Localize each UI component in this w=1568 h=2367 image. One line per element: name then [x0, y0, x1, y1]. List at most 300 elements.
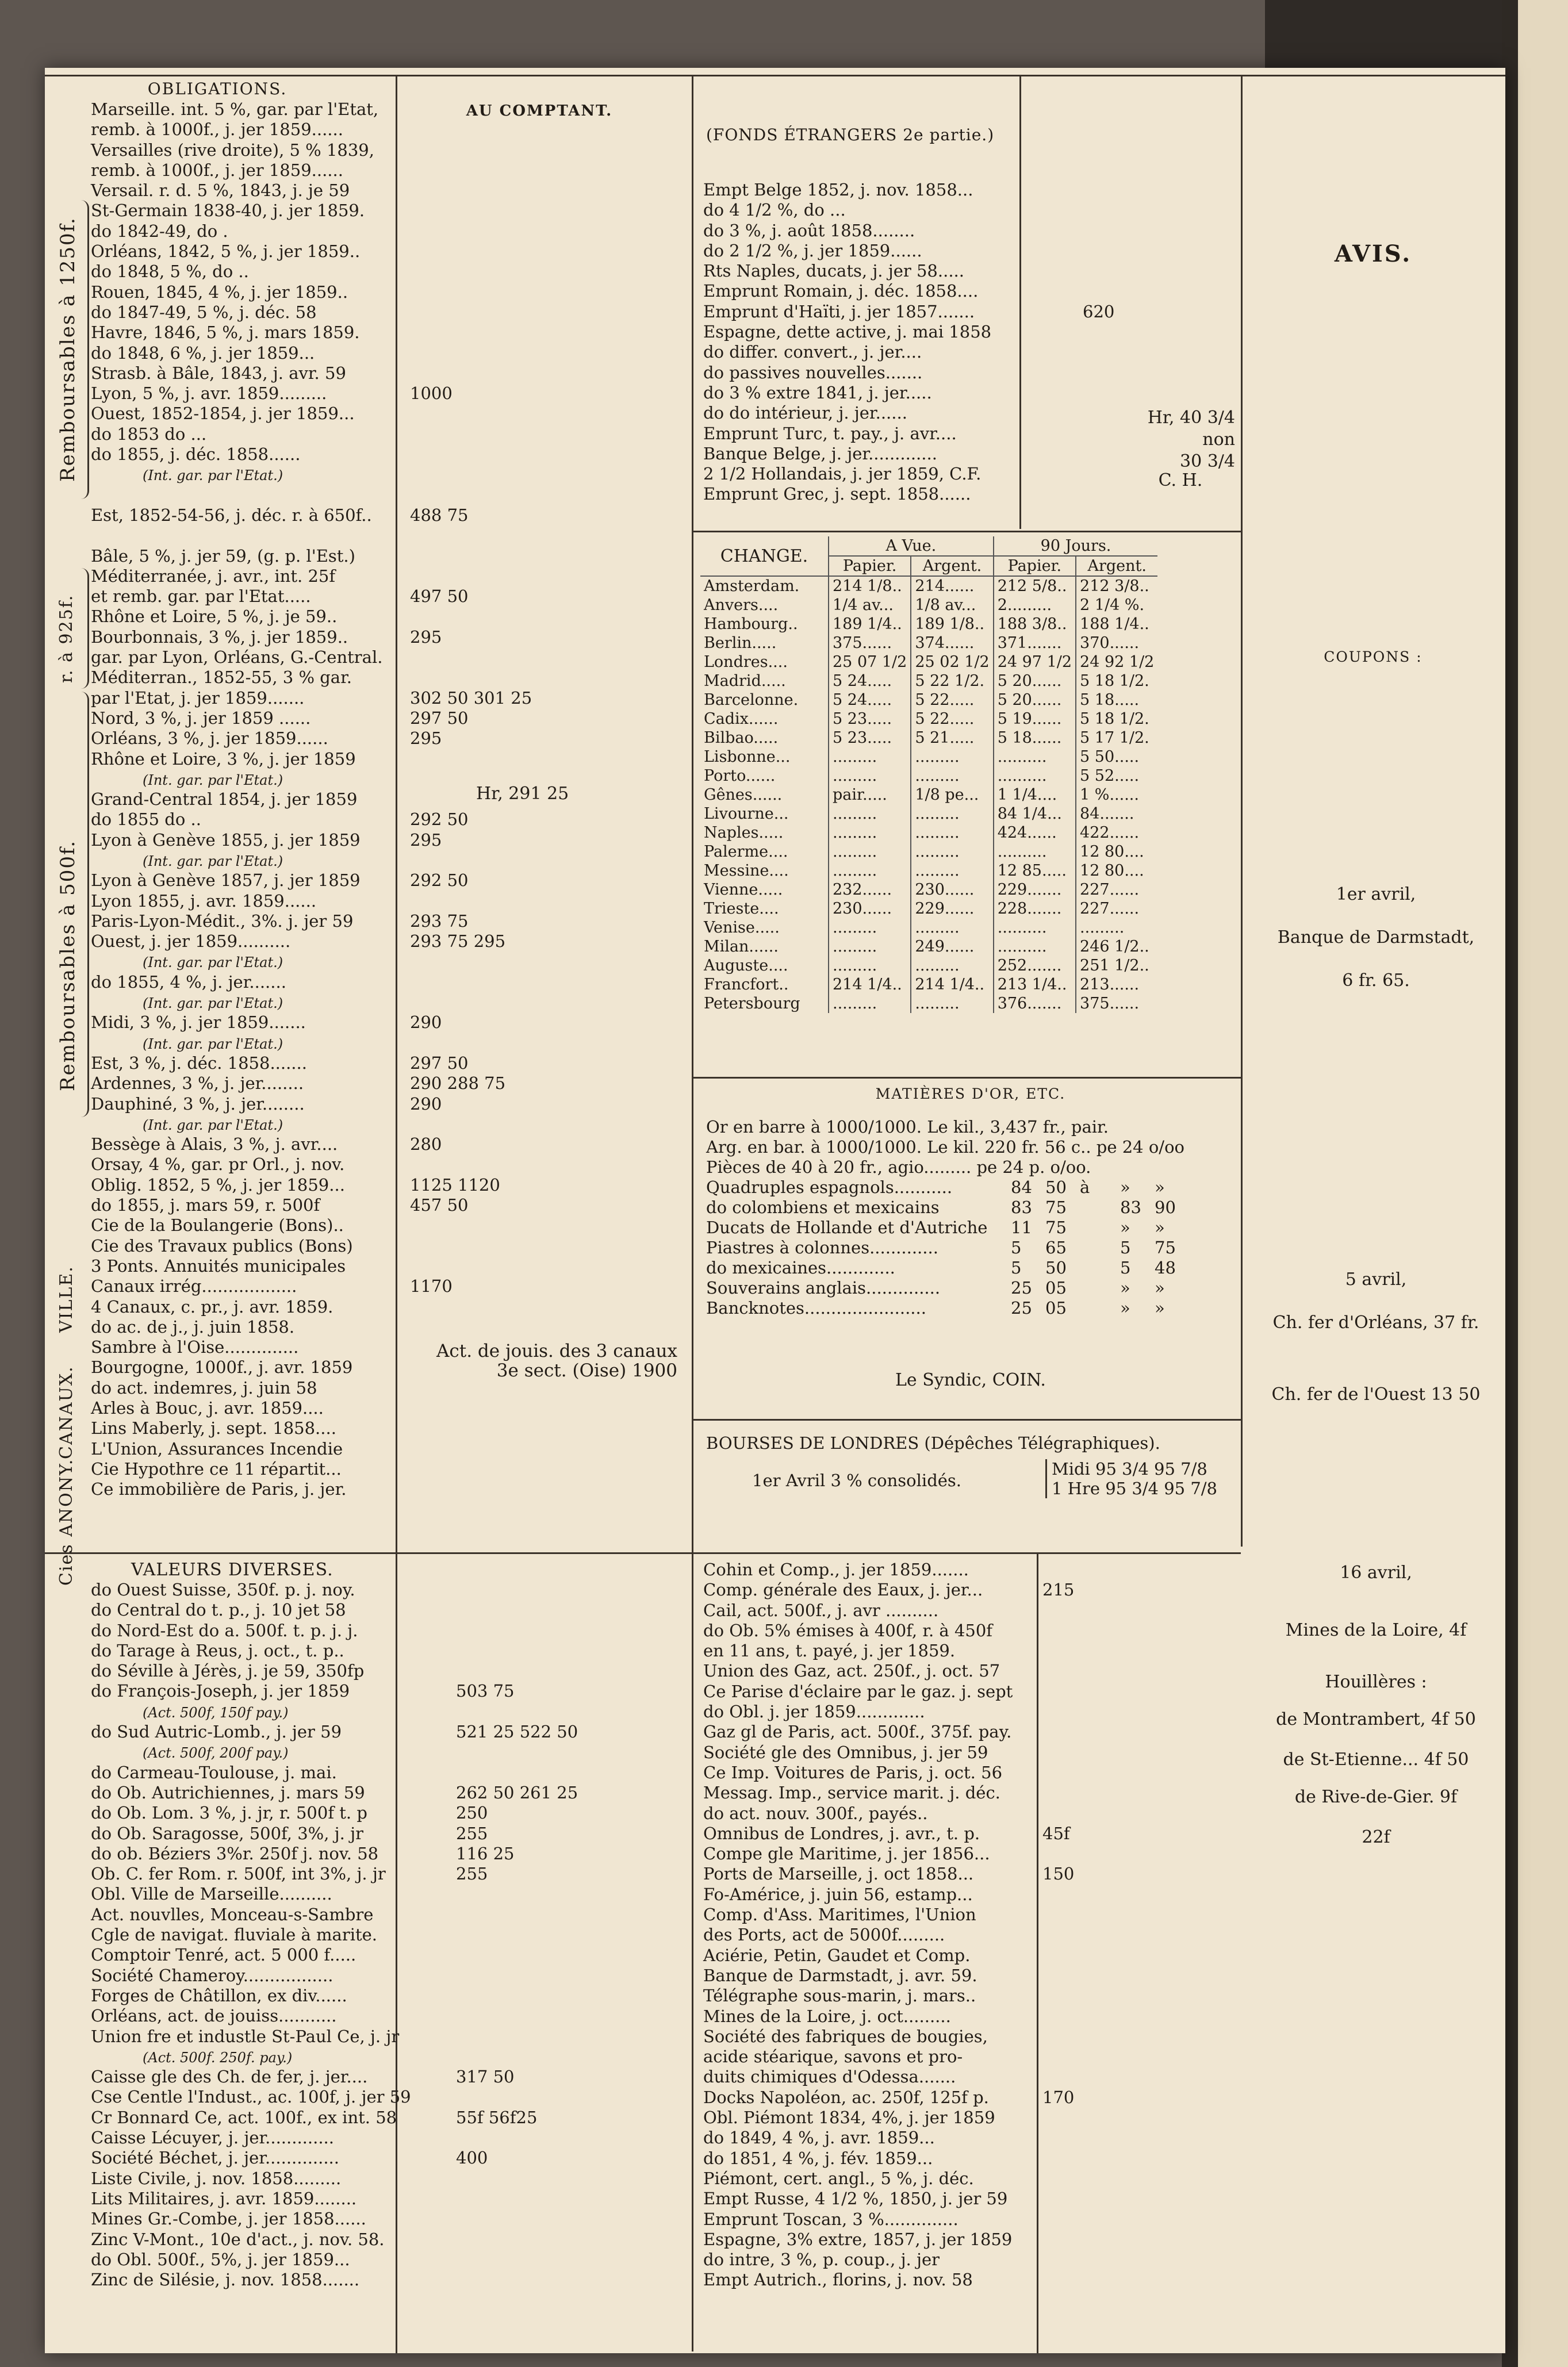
matieres-cell-b: 65	[1045, 1238, 1067, 1257]
obligation-label: remb. à 1000f., j. jer 1859......	[91, 120, 343, 140]
obligation-label: Bâle, 5 %, j. jer 59, (g. p. l'Est.)	[91, 546, 355, 566]
fonds-row	[703, 302, 1244, 322]
obligation-row	[91, 99, 689, 120]
valeur2-label: Empt Russe, 4 1/2 %, 1850, j. jer 59	[703, 2189, 1008, 2209]
fonds-value: 620	[1083, 301, 1115, 321]
obligation-label: gar. par Lyon, Orléans, G.-Central.	[91, 647, 383, 667]
matieres-cell-b: 75	[1045, 1218, 1067, 1237]
change-rate: .........	[911, 994, 993, 1013]
change-city: Francfort..	[704, 976, 789, 993]
obligation-label: Oblig. 1852, 5 %, j. jer 1859...	[91, 1175, 345, 1195]
argent-header-2: Argent.	[1076, 556, 1157, 576]
change-city: Trieste....	[704, 900, 779, 918]
valeur2-row	[703, 1702, 1241, 1722]
obligation-value: 297 50	[410, 708, 469, 728]
matieres-cell-a: 25	[1011, 1298, 1032, 1318]
valeur-label: Zinc de Silésie, j. nov. 1858.......	[91, 2270, 360, 2290]
change-rate: 370......	[1076, 634, 1157, 653]
obligation-value: 302 50 301 25	[410, 688, 532, 708]
valeur2-row	[703, 1824, 1241, 1844]
change-rate: 214 1/4..	[911, 975, 993, 994]
change-rate: 213......	[1076, 975, 1157, 994]
obligation-row	[91, 323, 689, 343]
change-rate: 5 18.....	[1076, 690, 1157, 709]
valeur2-label: Ports de Marseille, j. oct 1858...	[703, 1864, 974, 1884]
obligation-label: remb. à 1000f., j. jer 1859......	[91, 160, 343, 180]
valeur2-row	[703, 1783, 1241, 1803]
obligation-row	[91, 424, 689, 444]
syndic: Le Syndic, COIN.	[895, 1370, 1046, 1390]
valeur-row	[91, 1824, 689, 1844]
valeur-label: do Nord-Est do a. 500f. t. p. j. j.	[91, 1620, 358, 1640]
valeur-row	[91, 1580, 689, 1600]
obligations-list	[91, 99, 689, 1499]
change-rate: 5 22 1/2.	[911, 672, 993, 690]
matieres-cell-d: »	[1120, 1177, 1130, 1197]
obligation-row	[91, 607, 689, 627]
adjacent-page-edge	[1518, 0, 1568, 2367]
change-rate: 214......	[911, 576, 993, 596]
coupons-title: COUPONS :	[1324, 649, 1423, 665]
valeur2-label: Compe gle Maritime, j. jer 1856...	[703, 1844, 990, 1864]
valeurs-diverses-list-2	[703, 1560, 1241, 2291]
bourses-title: BOURSES DE LONDRES (Dépêches Télégraphiques).	[706, 1433, 1160, 1453]
valeur-value: 255	[456, 1823, 488, 1843]
valeur2-row	[703, 2128, 1241, 2148]
valeur2-value: 170	[1042, 2087, 1075, 2107]
matieres-cell-b: 75	[1045, 1198, 1067, 1217]
change-row	[700, 634, 1157, 653]
obligation-row	[91, 1073, 689, 1094]
valeur2-row	[703, 2169, 1241, 2189]
change-rate: 228.......	[994, 899, 1076, 918]
change-rate: 227......	[1076, 899, 1157, 918]
change-rate: 188 1/4..	[1076, 615, 1157, 634]
matieres-cell-e: 48	[1155, 1258, 1176, 1278]
obligation-row	[91, 667, 689, 688]
obligation-label: Rhône et Loire, 5 %, j. je 59..	[91, 607, 338, 627]
change-rate: .........	[829, 823, 911, 842]
matieres-cell-t: Ducats de Hollande et d'Autriche	[706, 1218, 988, 1237]
matieres-line-1: Or en barre à 1000/1000. Le kil., 3,437 fr., pair.	[706, 1117, 1109, 1137]
valeurs-title: VALEURS DIVERSES.	[131, 1560, 333, 1580]
obligation-label: Cie des Travaux publics (Bons)	[91, 1236, 353, 1256]
matieres-cell-a: 5	[1011, 1238, 1022, 1257]
valeur-row	[91, 2027, 689, 2047]
matieres-title: MATIÈRES D'OR, ETC.	[875, 1085, 1066, 1102]
obligation-row	[91, 972, 689, 992]
matieres-row	[706, 1278, 1235, 1298]
obligation-value: 293 75	[410, 911, 469, 931]
valeur-row	[91, 1864, 689, 1884]
change-rate: 5 17 1/2.	[1076, 728, 1157, 747]
matieres-lines	[706, 1117, 1184, 1177]
obligation-row	[91, 1114, 689, 1134]
obligation-label: Havre, 1846, 5 %, j. mars 1859.	[91, 323, 360, 343]
valeur-row	[91, 1681, 689, 1701]
obligation-label: Paris-Lyon-Médit., 3%. j. jer 59	[91, 911, 354, 931]
obligation-label: Sambre à l'Oise..............	[91, 1337, 299, 1357]
matieres-cell-t: Quadruples espagnols...........	[706, 1177, 953, 1197]
valeur-label: (Act. 500f, 150f pay.)	[143, 1704, 289, 1721]
change-city: Auguste....	[704, 957, 788, 975]
valeur-label: Forges de Châtillon, ex div......	[91, 1985, 347, 2005]
matieres-cell-d: 83	[1120, 1198, 1141, 1217]
obligation-row	[91, 444, 689, 465]
change-rate: .........	[911, 956, 993, 975]
obligation-label: Versailles (rive droite), 5 % 1839,	[91, 140, 374, 160]
change-rate: 422......	[1076, 823, 1157, 842]
change-row	[700, 804, 1157, 823]
change-rate: .........	[829, 842, 911, 861]
change-city: Gênes......	[704, 786, 783, 804]
avis-item: Houillères :	[1325, 1672, 1427, 1692]
bourses-right	[1045, 1459, 1217, 1498]
valeur2-label: Société gle des Omnibus, j. jer 59	[703, 1742, 988, 1762]
obligation-row	[91, 282, 689, 302]
obligation-row	[91, 627, 689, 647]
matieres-cell-e: »	[1155, 1218, 1165, 1237]
valeur2-label: Fo-Américe, j. juin 56, estamp...	[703, 1884, 973, 1904]
obligation-label: do 1842-49, do .	[91, 221, 228, 241]
change-rate: 84.......	[1076, 804, 1157, 823]
rotated-label-ville: VILLE.	[56, 1265, 76, 1333]
obligation-value: 488 75	[410, 505, 469, 525]
hr-note: Hr, 291 25	[476, 784, 569, 804]
valeur2-row	[703, 1621, 1241, 1641]
obligation-row	[91, 911, 689, 931]
obligation-row	[91, 992, 689, 1012]
change-row	[700, 690, 1157, 709]
valeur-value: 521 25 522 50	[456, 1722, 578, 1742]
obligation-label: Canaux irrég..................	[91, 1276, 297, 1296]
top-rule	[45, 75, 1505, 76]
valeur-label: Union fre et industle St-Paul Ce, j. jr	[91, 2026, 400, 2046]
change-city: Venise.....	[704, 919, 780, 937]
obligation-row	[91, 1195, 689, 1215]
bourses-top-rule	[692, 1419, 1241, 1421]
valeurs-diverses-list	[91, 1580, 689, 2290]
matieres-row	[706, 1238, 1235, 1258]
valeur2-label: Société des fabriques de bougies,	[703, 2026, 988, 2046]
avis-item: de Rive-de-Gier. 9f	[1294, 1787, 1458, 1807]
avis-item: de St-Etienne... 4f 50	[1283, 1750, 1469, 1770]
valeur-value: 262 50 261 25	[456, 1782, 578, 1802]
change-rate: .........	[911, 823, 993, 842]
change-table-wrap	[700, 536, 1157, 1013]
obligation-row	[91, 1418, 689, 1438]
obligation-row	[91, 728, 689, 749]
obligation-label: Dauphiné, 3 %, j. jer........	[91, 1094, 305, 1114]
obligation-value: 292 50	[410, 810, 469, 830]
change-rate: 212 5/8..	[994, 576, 1076, 596]
obligation-value: 1000	[410, 383, 453, 404]
change-city: Cadix......	[704, 710, 779, 728]
obligation-label: (Int. gar. par l'Etat.)	[143, 853, 283, 869]
valeur2-label: en 11 ans, t. payé, j. jer 1859.	[703, 1641, 956, 1661]
obligation-label: (Int. gar. par l'Etat.)	[143, 995, 283, 1012]
obligation-value: 295	[410, 728, 442, 749]
obligation-row	[91, 363, 689, 383]
obligation-label: do 1855, 4 %, j. jer.......	[91, 972, 286, 992]
obligation-row	[91, 221, 689, 241]
valeur2-label: Union des Gaz, act. 250f., j. oct. 57	[703, 1661, 1000, 1681]
obligation-label: Marseille. int. 5 %, gar. par l'Etat,	[91, 99, 379, 119]
change-row	[700, 956, 1157, 975]
matieres-cell-d: 5	[1120, 1258, 1131, 1278]
obligation-value: 295	[410, 830, 442, 850]
valeur-row	[91, 1661, 689, 1681]
change-row	[700, 899, 1157, 918]
change-rate: 5 22.....	[911, 690, 993, 709]
obligation-row	[91, 505, 689, 525]
valeur-label: Cse Centle l'Indust., ac. 100f, j. jer 59	[91, 2087, 411, 2107]
valeur2-row	[703, 2007, 1241, 2027]
obligation-label: Bourgogne, 1000f., j. avr. 1859	[91, 1357, 353, 1378]
avis-item: 6 fr. 65.	[1342, 970, 1410, 991]
change-rate: 227......	[1076, 880, 1157, 899]
change-rate: 24 92 1/2	[1076, 653, 1157, 672]
avis-item: 22f	[1362, 1827, 1390, 1847]
change-row	[700, 576, 1157, 596]
valeur-row	[91, 2250, 689, 2270]
valeur-row	[91, 1702, 689, 1722]
matieres-cell-a: 11	[1011, 1218, 1032, 1237]
valeur2-row	[703, 2230, 1241, 2250]
change-city: Milan......	[704, 938, 779, 956]
change-rate: ..........	[994, 918, 1076, 937]
obligation-row	[91, 262, 689, 282]
valeur2-label: Obl. Piémont 1834, 4%, j. jer 1859	[703, 2108, 995, 2128]
valeur-label: Liste Civile, j. nov. 1858.........	[91, 2168, 342, 2188]
obligation-value: 1125 1120	[410, 1175, 500, 1195]
avis-item: 1er avril,	[1336, 884, 1416, 904]
obligation-row	[91, 708, 689, 728]
change-city: Madrid.....	[704, 672, 786, 690]
change-row	[700, 596, 1157, 615]
obligation-row	[91, 1012, 689, 1033]
avis-item: 16 avril,	[1340, 1563, 1412, 1583]
obligation-row	[91, 1033, 689, 1053]
obligation-row	[91, 1398, 689, 1418]
change-rate: ..........	[994, 766, 1076, 785]
valeur2-label: do 1849, 4 %, j. avr. 1859...	[703, 2128, 935, 2148]
obligation-label: Est, 1852-54-56, j. déc. r. à 650f..	[91, 505, 372, 525]
obligation-label: Bourbonnais, 3 %, j. jer 1859..	[91, 627, 348, 647]
valeur2-label: Mines de la Loire, j. oct.........	[703, 2006, 951, 2026]
change-city: Palerme....	[704, 843, 788, 861]
obligation-label: Cie Hypothre ce 11 répartit...	[91, 1459, 342, 1479]
valeur2-label: Docks Napoléon, ac. 250f, 125f p.	[703, 2087, 989, 2107]
valeur-value: 317 50	[456, 2067, 515, 2087]
obligation-row	[91, 1256, 689, 1276]
valeur-label: do Obl. 500f., 5%, j. jer 1859...	[91, 2249, 350, 2269]
rotated-label-1250: Remboursables à 1250f.	[56, 217, 79, 482]
valeur-label: Comptoir Tenré, act. 5 000 f.....	[91, 1945, 356, 1965]
change-rate: 371.......	[994, 634, 1076, 653]
fonds-label: Emprunt d'Haïti, j. jer 1857.......	[703, 301, 975, 321]
change-city: Amsterdam.	[704, 577, 800, 595]
change-city: Bilbao.....	[704, 729, 779, 747]
change-rate: 375......	[1076, 994, 1157, 1013]
jours-90-header: 90 Jours.	[994, 536, 1158, 556]
valeur2-label: Comp. d'Ass. Maritimes, l'Union	[703, 1905, 976, 1925]
valeur2-label: des Ports, act de 5000f.........	[703, 1925, 945, 1945]
obligation-label: 3 Ponts. Annuités municipales	[91, 1256, 346, 1276]
valeur-label: do Tarage à Reus, j. oct., t. p..	[91, 1640, 344, 1660]
obligation-label: do 1855, j. mars 59, r. 500f	[91, 1195, 320, 1215]
change-rate: 1 %......	[1076, 785, 1157, 804]
fonds-row	[703, 241, 1244, 261]
change-rate: 249......	[911, 937, 993, 956]
obligation-value: 457 50	[410, 1195, 469, 1215]
change-city: Lisbonne...	[704, 748, 791, 766]
obligation-label: Orléans, 3 %, j. jer 1859......	[91, 728, 328, 749]
change-rate: 5 22.....	[911, 709, 993, 728]
fonds-hr-line-2: 30 3/4	[1180, 451, 1235, 471]
obligation-row	[91, 1317, 689, 1337]
obligation-label: (Int. gar. par l'Etat.)	[143, 467, 283, 484]
fonds-row	[703, 322, 1244, 342]
change-rate: 230......	[911, 880, 993, 899]
valeur-label: (Act. 500f. 250f. pay.)	[143, 2049, 293, 2066]
valeur-label: Caisse gle des Ch. de fer, j. jer....	[91, 2067, 368, 2087]
valeur2-label: do Obl. j. jer 1859.............	[703, 1702, 925, 1722]
change-rate: 214 1/4..	[829, 975, 911, 994]
matieres-cell-e: 90	[1155, 1198, 1176, 1217]
obligation-label: Lyon, 5 %, j. avr. 1859.........	[91, 383, 327, 404]
change-city: Berlin.....	[704, 634, 777, 652]
obligation-row	[91, 931, 689, 952]
rotated-label-925: r. à 925f.	[56, 594, 76, 683]
fonds-row	[703, 363, 1244, 383]
change-rate: 375......	[829, 634, 911, 653]
obligation-value: 292 50	[410, 870, 469, 891]
valeur-row	[91, 1884, 689, 1904]
change-rate: 5 24.....	[829, 690, 911, 709]
obligation-label: (Int. gar. par l'Etat.)	[143, 1035, 283, 1052]
fonds-row	[703, 180, 1244, 200]
matieres-row	[706, 1258, 1235, 1278]
avis-item: 5 avril,	[1345, 1269, 1407, 1290]
fonds-label: do 4 1/2 %, do ...	[703, 200, 846, 220]
valeur-row	[91, 1600, 689, 1620]
change-title: CHANGE.	[700, 536, 829, 576]
change-rate: 5 18 1/2.	[1076, 672, 1157, 690]
matieres-top-rule	[692, 1077, 1241, 1079]
obligation-label: par l'Etat, j. jer 1859.......	[91, 688, 305, 708]
valeur2-row	[703, 1966, 1241, 1986]
obligation-row	[91, 1276, 689, 1296]
change-rate: .........	[829, 994, 911, 1013]
valeur-row	[91, 1905, 689, 1925]
change-row	[700, 823, 1157, 842]
obligation-label: Rouen, 1845, 4 %, j. jer 1859..	[91, 282, 348, 302]
change-rate: 5 23.....	[829, 709, 911, 728]
fonds-label: Banque Belge, j. jer.............	[703, 443, 937, 463]
obligation-row	[91, 1053, 689, 1073]
valeur2-row	[703, 1844, 1241, 1864]
change-rate: 5 23.....	[829, 728, 911, 747]
change-city: Porto......	[704, 767, 776, 785]
obligation-label: Ouest, 1852-1854, j. jer 1859...	[91, 404, 355, 424]
change-rate: 252.......	[994, 956, 1076, 975]
obligation-label: St-Germain 1838-40, j. jer 1859.	[91, 201, 365, 221]
valeur2-row	[703, 1560, 1241, 1580]
valeur2-row	[703, 1580, 1241, 1600]
lower-section-rule	[45, 1552, 1241, 1554]
obligation-row	[91, 1297, 689, 1317]
change-rate: 246 1/2..	[1076, 937, 1157, 956]
brace-925	[79, 568, 89, 689]
change-rate: 2.........	[994, 596, 1076, 615]
obligation-value: 293 75 295	[410, 931, 506, 952]
matieres-row	[706, 1298, 1235, 1318]
valeur-row	[91, 2047, 689, 2067]
valeur-row	[91, 1722, 689, 1742]
matieres-cell-d: »	[1120, 1278, 1130, 1298]
obligation-row	[91, 302, 689, 323]
matieres-cell-e: »	[1155, 1177, 1165, 1197]
change-rate: .........	[829, 804, 911, 823]
au-comptant-header: AU COMPTANT.	[466, 102, 613, 120]
valeur-label: Société Béchet, j. jer..............	[91, 2148, 339, 2168]
change-rate: .........	[911, 766, 993, 785]
valeur2-row	[703, 1946, 1241, 1966]
obligation-label: 4 Canaux, c. pr., j. avr. 1859.	[91, 1296, 333, 1317]
obligation-label: Lins Maberly, j. sept. 1858....	[91, 1418, 336, 1438]
change-rate: .........	[911, 804, 993, 823]
obligation-row	[91, 383, 689, 404]
obligation-row	[91, 1094, 689, 1114]
obligation-label: Lyon à Genève 1857, j. jer 1859	[91, 870, 361, 891]
fonds-row	[703, 281, 1244, 301]
change-rate: pair.....	[829, 785, 911, 804]
valeur-value: 55f 56f25	[456, 2107, 538, 2127]
obligation-row	[91, 241, 689, 262]
valeur2-row	[703, 1682, 1241, 1702]
obligation-label: Méditerran., 1852-55, 3 % gar.	[91, 667, 352, 688]
canaux-note-line-1: Act. de jouis. des 3 canaux	[436, 1341, 677, 1361]
change-rate: 1 1/4....	[994, 785, 1076, 804]
change-rate: 2 1/4 %.	[1076, 596, 1157, 615]
valeur-label: Act. nouvlles, Monceau-s-Sambre	[91, 1904, 374, 1924]
obligation-row	[91, 546, 689, 566]
obligation-label: Lyon 1855, j. avr. 1859......	[91, 891, 317, 911]
change-rate: 24 97 1/2	[994, 653, 1076, 672]
valeur2-label: do 1851, 4 %, j. fév. 1859...	[703, 2148, 933, 2168]
fonds-label: Emprunt Romain, j. déc. 1858....	[703, 281, 979, 301]
avis-title: AVIS.	[1334, 240, 1412, 267]
valeur2-label: Cohin et Comp., j. jer 1859.......	[703, 1560, 969, 1579]
change-rate: 1/4 av...	[829, 596, 911, 615]
newspaper-page	[45, 68, 1505, 2353]
valeur2-label: Comp. générale des Eaux, j. jer...	[703, 1580, 983, 1600]
fonds-label: Espagne, dette active, j. mai 1858	[703, 322, 992, 342]
obligation-row	[91, 952, 689, 972]
valeur2-label: Emprunt Toscan, 3 %..............	[703, 2209, 959, 2229]
valeur2-label: Banque de Darmstadt, j. avr. 59.	[703, 1965, 977, 1985]
valeur2-label: do intre, 3 %, p. coup., j. jer	[703, 2250, 940, 2270]
obligation-label: et remb. gar. par l'Etat.....	[91, 586, 311, 607]
change-city: Barcelonne.	[704, 691, 799, 709]
bourses-left: 1er Avril 3 % consolidés.	[752, 1471, 962, 1490]
papier-header-2: Papier.	[994, 556, 1076, 576]
obligation-row	[91, 647, 689, 667]
valeur-label: Zinc V-Mont., 10e d'act., j. nov. 58.	[91, 2229, 385, 2249]
matieres-row	[706, 1218, 1235, 1238]
obligation-label: Versail. r. d. 5 %, 1843, j. je 59	[91, 181, 350, 201]
